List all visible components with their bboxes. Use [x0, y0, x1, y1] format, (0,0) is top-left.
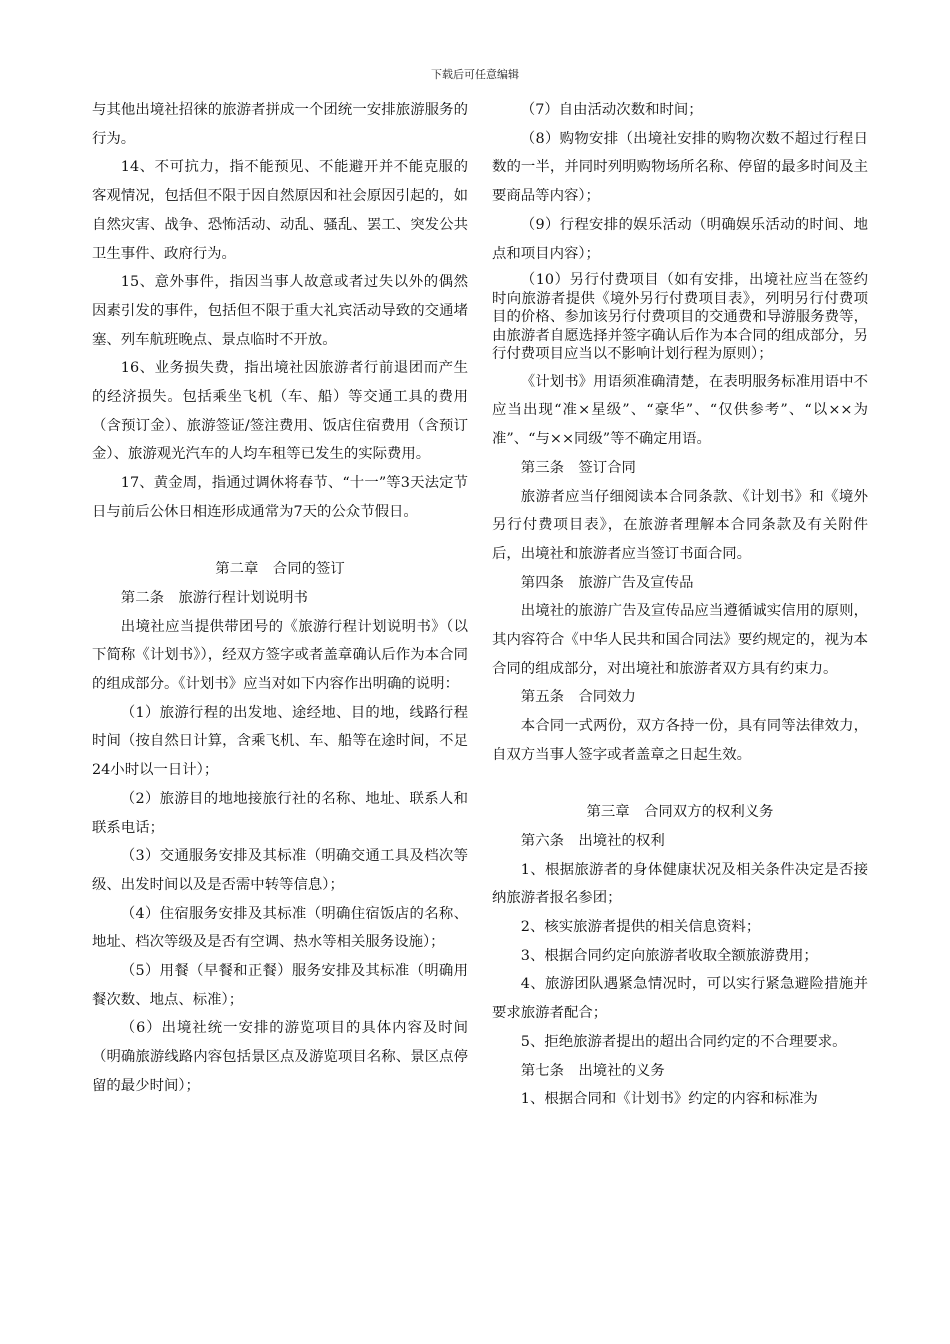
- agency-right-2: 2、核实旅游者提供的相关信息资料；: [520, 919, 761, 936]
- article-4-heading: 第四条 旅游广告及宣传品: [520, 574, 694, 591]
- wording-note: 《计划书》用语须准确清楚，在表明服务标准用语中不应当出现“准×星级”、“豪华”、“仅供参考”、“以××为准”、“与××同级”等不确定用语。: [492, 373, 868, 448]
- article-7-heading: 第七条 出境社的义务: [520, 1062, 665, 1079]
- plan-item-3: （3）交通服务安排及其标准（明确交通工具及档次等级、出发时间以及是否需中转等信息）；: [92, 848, 468, 893]
- plan-item-6: （6）出境社统一安排的游览项目的具体内容及时间（明确旅游线路内容包括景区点及游览项目名称、景区点停留的最少时间）；: [92, 1020, 468, 1094]
- article-4-body: 出境社的旅游广告及宣传品应当遵循诚实信用的原则，其内容符合《中华人民共和国合同法》要约规定的，视为本合同的组成部分，对出境社和旅游者双方具有约束力。: [492, 603, 868, 677]
- definition-accident: 15、意外事件，指因当事人故意或者过失以外的偶然因素引发的事件，包括但不限于重大礼宾活动导致的交通堵塞、列车航班晚点、景点临时不开放。: [92, 274, 468, 348]
- definition-golden-week: 17、黄金周，指通过调休将春节、“十一”等3天法定节日与前后公休日相连形成通常为7天的公众节假日。: [92, 475, 468, 520]
- chapter-2-heading: 第二章 合同的签订: [215, 561, 345, 578]
- agency-right-3: 3、根据合同约定向旅游者收取全额旅游费用；: [520, 947, 818, 964]
- article-3-heading: 第三条 签订合同: [520, 459, 636, 476]
- agency-right-1: 1、根据旅游者的身体健康状况及相关条件决定是否接纳旅游者报名参团；: [492, 861, 868, 907]
- definition-force-majeure: 14、不可抗力，指不能预见、不能避开并不能克服的客观情况，包括但不限于因自然原因和社会原因引起的，如自然灾害、战争、恐怖活动、动乱、骚乱、罢工、突发公共卫生事件、政府行为。: [92, 159, 468, 262]
- plan-item-2: （2）旅游目的地地接旅行社的名称、地址、联系人和联系电话；: [92, 790, 468, 836]
- spacer: [492, 770, 868, 799]
- right-column: [492, 96, 868, 1114]
- page-header: 下载后可任意编辑: [431, 68, 519, 81]
- article-5-body: 本合同一式两份，双方各持一份，具有同等法律效力，自双方当事人签字或者盖章之日起生效。: [492, 718, 868, 763]
- chapter-3-heading: 第三章 合同双方的权利义务: [586, 804, 774, 821]
- plan-item-1: （1）旅游行程的出发地、途经地、目的地，线路行程时间（按自然日计算，含乘飞机、车、船等在途时间，不足24小时以一日计）；: [92, 704, 468, 779]
- article-5-heading: 第五条 合同效力: [520, 689, 636, 706]
- article-3-body: 旅游者应当仔细阅读本合同条款、《计划书》和《境外另行付费项目表》，在旅游者理解本合同条款及有关附件后，出境社和旅游者应当签订书面合同。: [492, 488, 868, 562]
- agency-duty-1: 1、根据合同和《计划书》约定的内容和标准为: [520, 1091, 818, 1108]
- article-6-heading: 第六条 出境社的权利: [520, 832, 665, 849]
- article-2-intro: 出境社应当提供带团号的《旅游行程计划说明书》（以下简称《计划书》），经双方签字或者盖章确认后作为本合同的组成部分。《计划书》应当对如下内容作出明确的说明：: [92, 618, 468, 693]
- left-column: [92, 96, 468, 1101]
- plan-item-10: （10）另行付费项目（如有安排，出境社应当在签约时向旅游者提供《境外另行付费项目表》，列明另行付费项目的价格、参加该另行付费项目的交通费和导游服务费等，由旅游者自愿选择并签字确认后作为本合同的组成部分，另行付费项目应当以不影响计划行程为原则）；: [492, 272, 868, 363]
- spacer: [92, 527, 468, 556]
- plan-item-9: （9）行程安排的娱乐活动（明确娱乐活动的时间、地点和项目内容）；: [492, 216, 868, 262]
- plan-item-8: （8）购物安排（出境社安排的购物次数不超过行程日数的一半，并同时列明购物场所名称、停留的最多时间及主要商品等内容）；: [492, 130, 868, 205]
- paragraph-continued: 与其他出境社招徕的旅游者拼成一个团统一安排旅游服务的行为。: [92, 102, 468, 147]
- agency-right-5: 5、拒绝旅游者提出的超出合同约定的不合理要求。: [520, 1033, 847, 1050]
- agency-right-4: 4、旅游团队遇紧急情况时，可以实行紧急避险措施并要求旅游者配合；: [492, 976, 868, 1022]
- plan-item-5: （5）用餐（早餐和正餐）服务安排及其标准（明确用餐次数、地点、标准）；: [92, 963, 468, 1008]
- definition-business-loss: 16、业务损失费，指出境社因旅游者行前退团而产生的经济损失。包括乘坐飞机（车、船）等交通工具的费用（含预订金）、旅游签证/签注费用、饭店住宿费用（含预订金）、旅游观光汽车的人均车租等已发生的实际费用。: [92, 360, 468, 463]
- plan-item-4: （4）住宿服务安排及其标准（明确住宿饭店的名称、地址、档次等级及是否有空调、热水等相关服务设施）；: [92, 905, 468, 951]
- plan-item-7: （7）自由活动次数和时间；: [520, 102, 703, 118]
- article-2-heading: 第二条 旅游行程计划说明书: [120, 589, 308, 606]
